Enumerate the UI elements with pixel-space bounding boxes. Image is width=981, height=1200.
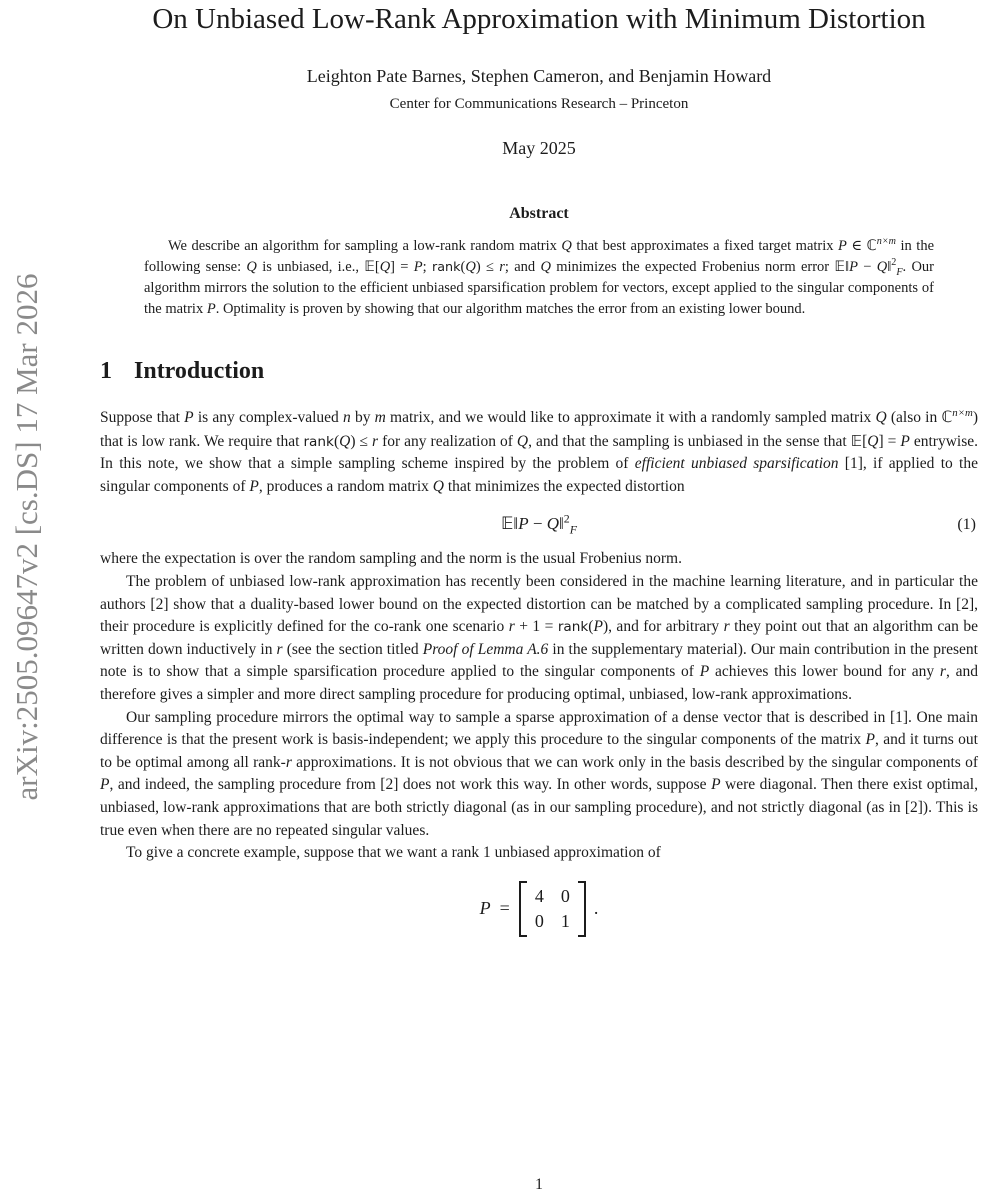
intro-paragraph-4: Our sampling procedure mirrors the optimal way to sample a sparse approximation of a dense vector that is described in [1]. One main difference is that the present work is basis-independent; we apply this procedure to the singular components of the matrix P, and it turns out to be optimal among all rank-r approximations. It is not obvious that we can work only in the basis described by the singular components of P, and indeed, the sampling procedure from [2] does not work this way. In other words, suppose P were diagonal. Then there exist optimal, unbiased, low-rank approximations that are both strictly diagonal (as in our sampling procedure), and not strictly diagonal (as in [2]). This is true even when there are no repeated singular values. — [100, 708, 978, 839]
abstract-heading: Abstract — [509, 205, 569, 222]
matrix-equation — [100, 881, 978, 937]
equation-1 — [100, 511, 978, 537]
matrix-variable: P — [479, 898, 491, 919]
intro-paragraph-2: where the expectation is over the random sampling and the norm is the usual Frobenius norm. — [100, 550, 682, 568]
equation-1-formula: 𝔼‖P − Q‖$^2_F$ — [501, 511, 577, 537]
affiliation-line: Center for Communications Research – Princeton — [389, 96, 689, 112]
matrix-2x2 — [519, 881, 586, 937]
section-title: Introduction — [134, 358, 265, 384]
matrix-cell-10: 0 — [534, 910, 544, 931]
date-line: May 2025 — [502, 138, 576, 158]
matrix-entries — [527, 881, 578, 937]
intro-paragraph-5: To give a concrete example, suppose that we want a rank 1 unbiased approximation of — [126, 844, 661, 862]
matrix-cell-01: 0 — [560, 885, 570, 906]
abstract-text: We describe an algorithm for sampling a low-rank random matrix Q that best approximates a fixed target matrix P ∈ ℂ$^{n\times m}$ in the following sense: Q is unbiased, i.e., 𝔼[Q] = P; rank(Q) ≤ r; and Q minimizes the expected Frobenius norm error 𝔼‖P − Q‖$^2_F$. Our algorithm mirrors the solution to the efficient unbiased sparsification problem for vectors, except applied to the singular components of the matrix P. Optimality is proven by showing that our algorithm matches the error from an existing lower bound. — [144, 236, 935, 317]
equals-sign: = — [499, 898, 510, 919]
page-body — [100, 0, 978, 937]
arxiv-sidebar-stamp: arXiv:2505.09647v2 [cs.DS] 17 Mar 2026 — [9, 273, 44, 801]
paper-title: On Unbiased Low-Rank Approximation with Minimum Distortion — [152, 3, 926, 35]
matrix-cell-00: 4 — [534, 885, 544, 906]
left-bracket — [519, 881, 527, 937]
matrix-cell-11: 1 — [560, 910, 570, 931]
equation-1-label: (1) — [957, 516, 976, 534]
right-bracket — [578, 881, 586, 937]
section-1-heading — [100, 358, 978, 385]
section-number: 1 — [100, 358, 112, 384]
intro-paragraph-3: The problem of unbiased low-rank approximation has recently been considered in the machine learning literature, and in particular the authors [2] show that a duality-based lower bound on the expected distortion can be matched by a complicated sampling procedure. In [2], their procedure is explicitly defined for the co-rank one scenario r + 1 = rank(P), and for arbitrary r they point out that an algorithm can be written down inductively in r (see the section titled Proof of Lemma A.6 in the supplementary material). Our main contribution in the present note is to show that a simple sparsification procedure applied to the singular components of P achieves this lower bound for any r, and therefore gives a simpler and more direct sampling procedure for producing optimal, unbiased, low-rank approximations. — [100, 572, 978, 703]
author-line: Leighton Pate Barnes, Stephen Cameron, and Benjamin Howard — [306, 66, 772, 86]
equation-period: . — [593, 898, 599, 919]
intro-paragraph-1: Suppose that P is any complex-valued n by m matrix, and we would like to approximate it with a randomly sampled matrix Q (also in ℂ$^{n\times m}$) that is low rank. We require that rank(Q) ≤ r for any realization of Q, and that the sampling is unbiased in the sense that 𝔼[Q] = P entrywise. In this note, we show that a simple sampling scheme inspired by the problem of efficient unbiased sparsification [1], if applied to the singular components of P, produces a random matrix Q that minimizes the expected distortion — [100, 406, 979, 495]
page-number: 1 — [535, 1176, 543, 1193]
